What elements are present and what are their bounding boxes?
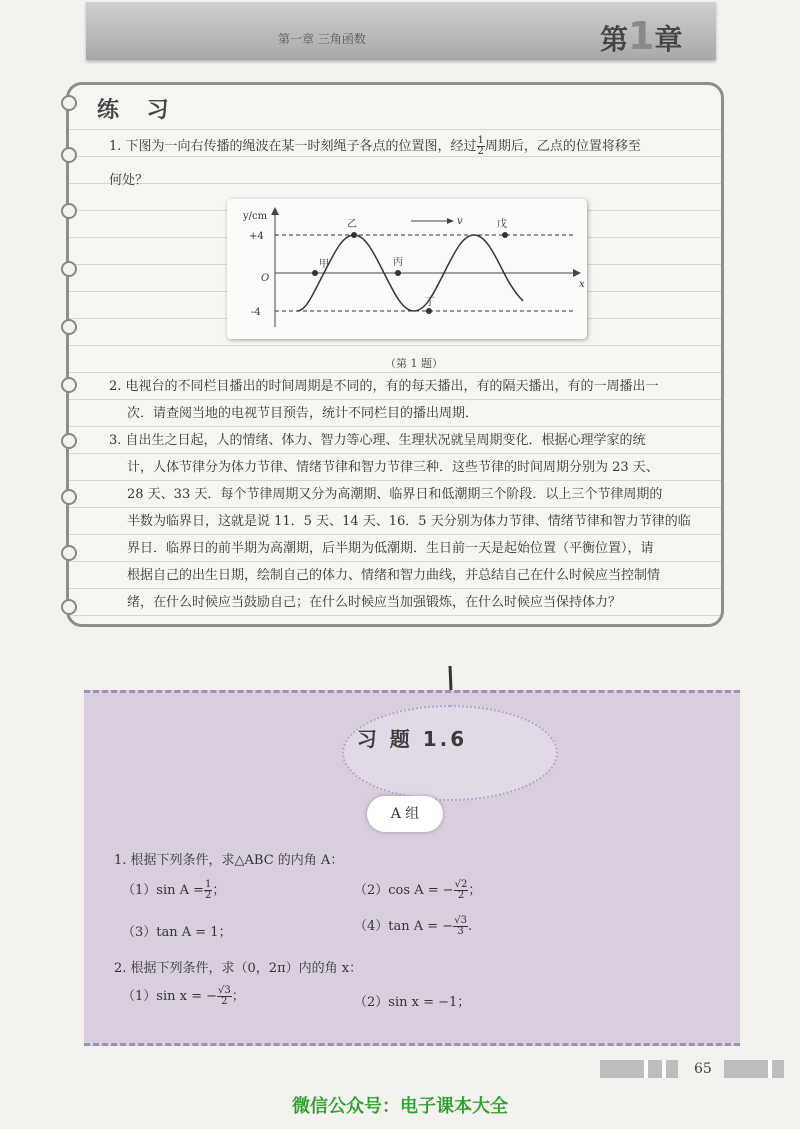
velocity-label: v (457, 216, 463, 227)
binder-ring-icon (61, 489, 77, 505)
point-yi (351, 232, 357, 238)
question-3-line-2: 计，人体节律分为体力节律、情绪节律和智力节律三种．这些节律的时间周期分别为 23 天、 (127, 460, 659, 475)
page-number: 65 (694, 1061, 712, 1077)
figure-caption: （第 1 题） (385, 357, 443, 370)
fraction: $\frac{1}{2}$ (477, 135, 484, 157)
binder-ring-icon (61, 545, 77, 561)
page-bar-left (600, 1060, 678, 1078)
question-1-line-2: 何处？ (109, 173, 149, 188)
group-badge: A 组 (367, 796, 443, 832)
point-ding (426, 308, 432, 314)
exercise-q2-item-2: （2）sin x = −1； (354, 995, 471, 1010)
exercise-title: 习 题 1.6 (356, 727, 468, 751)
exercise-q1-item-2: （2）cos A = − $\frac{√2}{2}$ ； (354, 879, 482, 901)
binder-ring-icon (61, 147, 77, 163)
q1-tail: 周期后，乙点的位置将移至 (484, 139, 641, 154)
binder-ring-icon (61, 95, 77, 111)
q1-lead: 1. 下图为一向右传播的绳波在某一时刻绳子各点的位置图，经过 (109, 139, 477, 154)
label-wu: 戊 (497, 219, 507, 230)
y-axis-arrow-icon (271, 207, 279, 215)
chapter-prefix: 第 (600, 23, 629, 56)
question-3-line-7: 绪，在什么时候应当鼓励自己；在什么时候应当加强锻炼，在什么时候应当保持体力？ (127, 595, 622, 610)
plus4-label: +4 (249, 231, 264, 242)
point-bing (395, 270, 401, 276)
exercise-q1-item-3: （3）tan A = 1； (122, 925, 232, 940)
fraction: $\frac{√3}{2}$ (218, 985, 231, 1007)
label-yi: 乙 (347, 219, 357, 230)
exercise-q1-item-4: （4）tan A = − $\frac{√3}{3}$ . (354, 915, 473, 937)
origin-label: O (261, 273, 270, 284)
question-1 (109, 133, 709, 160)
wave-diagram (227, 199, 587, 339)
question-3-line-5: 界日．临界日的前半期为高潮期，后半期为低潮期．生日前一天是起始位置（平衡位置），请 (127, 541, 654, 556)
exercise-q1-intro: 1. 根据下列条件，求△ABC 的内角 A： (114, 853, 344, 868)
label-jia: 甲 (319, 259, 329, 270)
binder-ring-icon (61, 261, 77, 277)
binder-ring-icon (61, 319, 77, 335)
fraction: $\frac{√3}{3}$ (454, 915, 467, 937)
practice-title: 练 习 (97, 97, 179, 123)
chapter-number: 1 (628, 14, 655, 58)
x-axis-label: x (579, 279, 585, 290)
binder-ring-icon (61, 599, 77, 615)
exercise-q1-item-1: （1）sin A = $\frac{1}{2}$ ； (122, 879, 226, 901)
x-axis-arrow-icon (573, 269, 581, 277)
practice-box (66, 82, 724, 627)
page-bar-right (724, 1060, 784, 1078)
running-header-title: 第一章 三角函数 (278, 32, 366, 46)
direction-arrowhead-icon (447, 218, 454, 224)
exercise-q2-item-1: （1）sin x = − $\frac{√3}{2}$ ； (122, 985, 245, 1007)
label-ding: 丁 (425, 297, 435, 308)
question-2-line-2: 次．请查阅当地的电视节目预告，统计不同栏目的播出周期． (127, 406, 479, 421)
wave-figure (227, 199, 587, 339)
binder-ring-icon (61, 377, 77, 393)
binder-ring-icon (61, 433, 77, 449)
footer-watermark: 微信公众号：电子课本大全 (292, 1096, 508, 1117)
exercise-section (84, 690, 740, 1046)
y-axis-label: y/cm (243, 211, 268, 222)
point-jia (312, 270, 318, 276)
title-ellipse (342, 705, 558, 801)
question-2-line-1: 2. 电视台的不同栏目播出的时间周期是不同的，有的每天播出，有的隔天播出，有的一周播出一 (109, 379, 659, 394)
fraction: $\frac{1}{2}$ (205, 879, 212, 901)
question-3-line-3: 28 天、33 天．每个节律周期又分为高潮期、临界日和低潮期三个阶段．以上三个节律周期的 (127, 487, 663, 502)
point-wu (502, 232, 508, 238)
fraction: $\frac{√2}{2}$ (454, 879, 468, 901)
chapter-marker (600, 14, 682, 58)
question-3-line-6: 根据自己的出生日期，绘制自己的体力、情绪和智力曲线，并总结自己在什么时候应当控制情 (127, 568, 661, 583)
question-3-line-1: 3. 自出生之日起，人的情绪、体力、智力等心理、生理状况就呈周期变化．根据心理学家的统 (109, 433, 646, 448)
label-bing: 丙 (393, 257, 403, 268)
binder-ring-icon (61, 203, 77, 219)
minus4-label: -4 (251, 307, 261, 318)
question-3-line-4: 半数为临界日，这就是说 11．5 天、14 天、16．5 天分别为体力节律、情绪节律和智力节律的临 (127, 514, 691, 529)
chapter-suffix: 章 (654, 23, 683, 56)
exercise-q2-intro: 2. 根据下列条件，求（0，2π）内的角 x： (114, 961, 363, 976)
